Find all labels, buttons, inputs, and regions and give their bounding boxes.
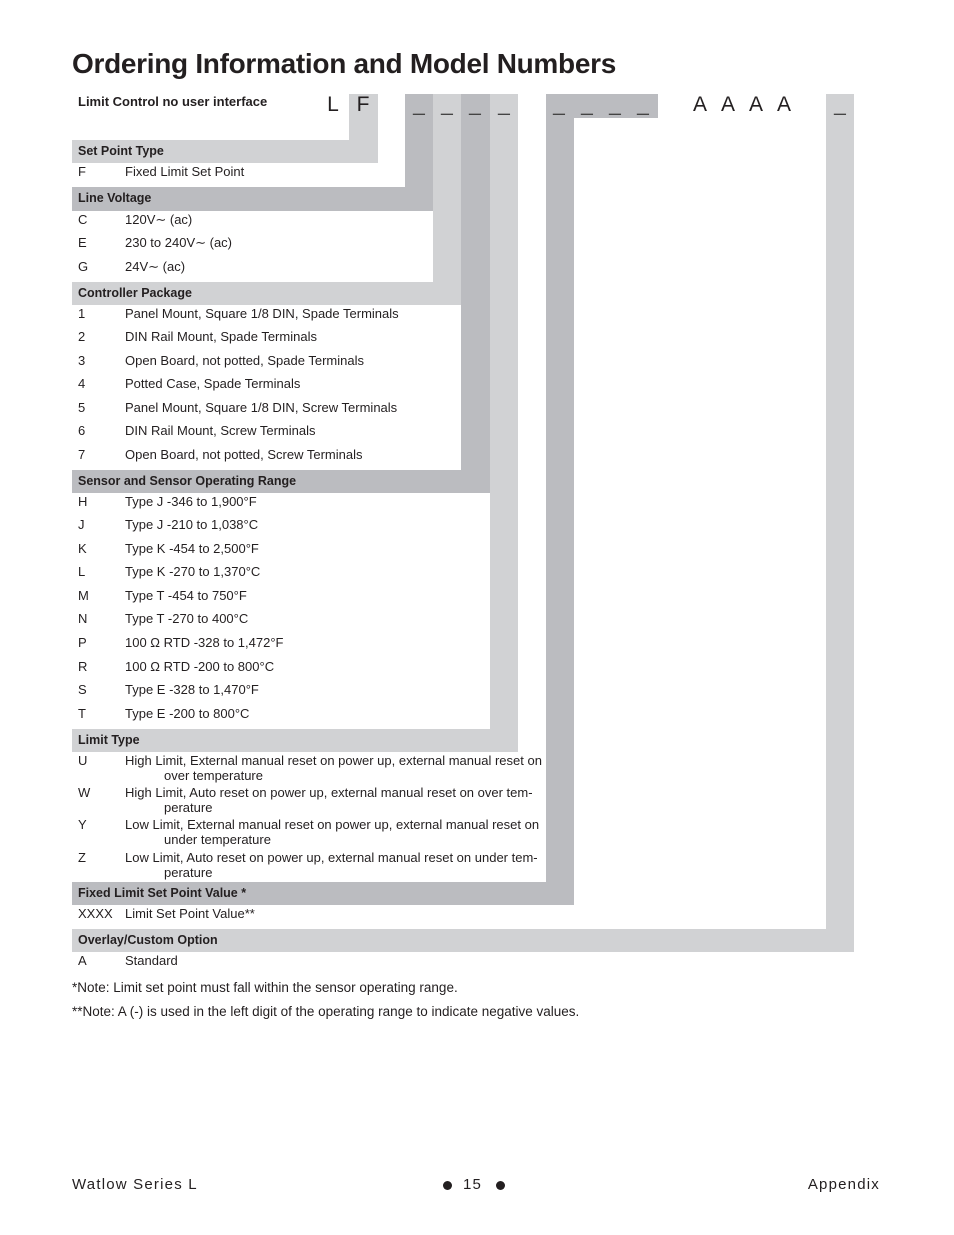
option-code: F (78, 164, 86, 179)
option-code: A (78, 953, 87, 968)
option-code: G (78, 259, 89, 274)
option-code: Z (78, 850, 86, 865)
option-description: High Limit, External manual reset on power up, external manual reset on (125, 753, 542, 768)
option-code: U (78, 753, 88, 768)
option-code: 4 (78, 376, 86, 391)
option-description: Open Board, not potted, Screw Terminals (125, 447, 363, 462)
page-title: Ordering Information and Model Numbers (72, 48, 616, 79)
option-description: Low Limit, External manual reset on power up, external manual reset on (125, 817, 540, 832)
option-description: Low Limit, Auto reset on power up, external manual reset on under tem- (125, 850, 538, 865)
option-description: 100 Ω RTD -200 to 800°C (125, 659, 275, 674)
option-code: 5 (78, 400, 86, 415)
option-description: DIN Rail Mount, Screw Terminals (125, 423, 316, 438)
section-header: Limit Type (78, 733, 140, 747)
note-2: **Note: A (-) is used in the left digit of the operating range to indicate negative values. (72, 1004, 580, 1019)
option-description: 24V∼ (ac) (125, 259, 186, 274)
option-code: P (78, 635, 87, 650)
slot-fixed-2: A (720, 93, 735, 116)
option-description: Type K -270 to 1,370°C (125, 564, 261, 579)
option-code: M (78, 588, 89, 603)
option-code: H (78, 494, 88, 509)
overlay-column (826, 94, 854, 952)
option-code: T (78, 706, 86, 721)
slot-voltage: _ (413, 93, 425, 116)
option-description: 100 Ω RTD -328 to 1,472°F (125, 635, 284, 650)
note-1: *Note: Limit set point must fall within the sensor operating range. (72, 980, 458, 995)
option-description: DIN Rail Mount, Spade Terminals (125, 329, 317, 344)
option-description-continued: perature (164, 865, 213, 880)
slot-fixed-1: A (692, 93, 707, 116)
option-code: W (78, 785, 91, 800)
option-code: 7 (78, 447, 86, 462)
slot-set-point-4: _ (637, 93, 649, 116)
option-description: Type J -210 to 1,038°C (125, 517, 259, 532)
option-code: J (78, 517, 85, 532)
option-code: 2 (78, 329, 86, 344)
option-description: 230 to 240V∼ (ac) (125, 235, 233, 250)
set-point-value-column (546, 94, 574, 905)
section-header: Set Point Type (78, 144, 164, 158)
slot-set-point-2: _ (581, 93, 593, 116)
option-description: Panel Mount, Square 1/8 DIN, Spade Terminals (125, 306, 399, 321)
option-description-continued: perature (164, 800, 213, 815)
option-code: 6 (78, 423, 86, 438)
footer-bullet-icon (496, 1181, 505, 1190)
option-description-continued: under temperature (164, 832, 271, 847)
option-code: E (78, 235, 87, 250)
option-description: Standard (125, 953, 178, 968)
option-description: Limit Set Point Value** (125, 906, 255, 921)
option-description: Type T -454 to 750°F (125, 588, 247, 603)
option-description: High Limit, Auto reset on power up, external manual reset on over tem- (125, 785, 533, 800)
option-code: XXXX (78, 906, 113, 921)
limit-type-column (490, 94, 518, 752)
section-header: Line Voltage (78, 191, 152, 205)
option-code: C (78, 212, 88, 227)
slot-prefix-f: F (356, 93, 370, 116)
slot-fixed-4: A (776, 93, 791, 116)
option-code: R (78, 659, 88, 674)
sensor-column (461, 94, 490, 493)
option-code: N (78, 611, 88, 626)
slot-limit-type: _ (498, 93, 510, 116)
section-header: Controller Package (78, 286, 192, 300)
option-code: Y (78, 817, 87, 832)
slot-overlay: _ (834, 93, 846, 116)
subtitle: Limit Control no user interface (78, 94, 268, 109)
option-description: Type E -200 to 800°C (125, 706, 250, 721)
footer-title: Watlow Series L (72, 1176, 198, 1193)
option-code: S (78, 682, 87, 697)
footer-section: Appendix (807, 1176, 880, 1193)
option-code: 1 (78, 306, 86, 321)
slot-set-point-3: _ (609, 93, 621, 116)
slot-package: _ (441, 93, 453, 116)
option-code: L (78, 564, 86, 579)
option-description: Open Board, not potted, Spade Terminals (125, 353, 364, 368)
option-description: Type K -454 to 2,500°F (125, 541, 259, 556)
option-code: 3 (78, 353, 86, 368)
section-header: Overlay/Custom Option (78, 933, 218, 947)
option-description: Type E -328 to 1,470°F (125, 682, 259, 697)
footer-bullet-icon (443, 1181, 452, 1190)
controller-package-column (433, 94, 461, 305)
section-header: Fixed Limit Set Point Value * (78, 886, 247, 900)
slot-fixed-3: A (748, 93, 763, 116)
option-description: Type J -346 to 1,900°F (125, 494, 257, 509)
option-description: Panel Mount, Square 1/8 DIN, Screw Terminals (125, 400, 398, 415)
option-description: Type T -270 to 400°C (125, 611, 249, 626)
section-header: Sensor and Sensor Operating Range (78, 474, 297, 488)
slot-prefix-l: L (327, 93, 339, 116)
option-description-continued: over temperature (164, 768, 263, 783)
option-code: K (78, 541, 87, 556)
option-description: Fixed Limit Set Point (125, 164, 245, 179)
option-description: Potted Case, Spade Terminals (125, 376, 301, 391)
page-number: 15 (463, 1176, 483, 1193)
slot-sensor: _ (469, 93, 481, 116)
slot-set-point-1: _ (553, 93, 565, 116)
option-description: 120V∼ (ac) (125, 212, 193, 227)
